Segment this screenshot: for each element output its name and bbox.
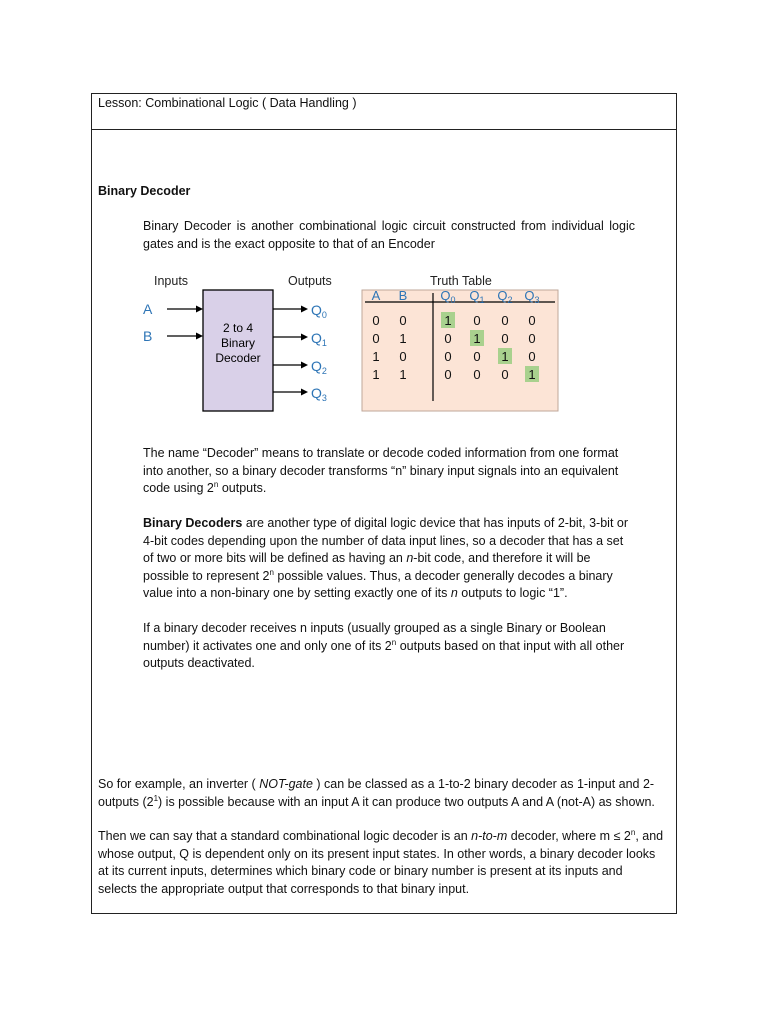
truth-table-cell: 0 — [473, 367, 481, 382]
input-a-label: A — [143, 301, 153, 317]
p3-sup: n — [391, 637, 397, 647]
decoder-label-1: 2 to 4 — [222, 321, 254, 335]
output-q0-arrow — [301, 306, 308, 313]
truth-table-cell: 0 — [501, 367, 509, 382]
p3-line1: If a binary decoder receives n inputs (usually grouped as a single Binary or Boolean — [143, 621, 606, 635]
decoder-label-3: Decoder — [215, 351, 261, 365]
truth-table-cell: 1 — [528, 367, 536, 382]
p4-line1i: NOT-gate — [259, 777, 313, 791]
document-frame — [91, 93, 677, 914]
truth-table-cell: 1 — [473, 331, 481, 346]
p5-line1a: Then we can say that a standard combinational logic decoder is an — [98, 829, 472, 843]
p2-line3b: -bit code, and therefore it will be — [413, 551, 591, 566]
p5-line2: whose output, Q is dependent only on its present input states. In other words, a binary decoder looks — [98, 846, 656, 861]
p5-line4: selects the appropriate output that corresponds to that binary input. — [98, 881, 470, 896]
p1-sup: n — [213, 480, 219, 490]
truth-table-header-q2: $Q_2$ — [497, 288, 513, 305]
p1-line3b: outputs. — [218, 481, 267, 496]
truth-table-header-a: A — [371, 288, 381, 303]
p4-line1a: So for example, an inverter ( — [98, 777, 260, 791]
output-q1-label: $Q_1$ — [311, 330, 327, 348]
p2-bold: Binary Decoders — [143, 516, 243, 530]
p2-sup: n — [269, 567, 274, 577]
n-to-m-paragraph — [98, 828, 668, 898]
p4-line2b: ) is possible because with an input A it can produce two outputs A and A (not-A) as shown. — [158, 794, 655, 809]
p2-line4b: possible values. Thus, a decoder generally decodes a binary — [273, 568, 613, 583]
truth-table-header-q3: $Q_3$ — [524, 288, 540, 305]
truth-table-header-q0: $Q_0$ — [440, 288, 456, 305]
output-q3-arrow — [301, 389, 308, 396]
p2-line1: are another type of digital logic device that has inputs of 2-bit, 3-bit or — [242, 516, 628, 530]
decoder-outputs — [273, 302, 327, 403]
truth-table-cell: 1 — [372, 349, 380, 364]
binary-decoders-paragraph — [143, 515, 635, 603]
truth-table-cell: 0 — [444, 331, 452, 346]
truth-table-cell: 0 — [372, 313, 380, 328]
truth-table-cell: 0 — [372, 331, 380, 346]
p2-line3i: n — [406, 551, 414, 566]
p3-line2a: number) it activates one and only one of its 2 — [143, 638, 392, 653]
truth-table-cell: 0 — [528, 331, 536, 346]
p4-sup: 1 — [153, 793, 159, 803]
truth-table-cell: 1 — [444, 313, 452, 328]
section-title: Binary Decoder — [98, 184, 191, 198]
truth-table-cell: 0 — [444, 367, 452, 382]
p5-line1c: , and — [635, 829, 664, 843]
truth-table-header-b: B — [398, 288, 408, 303]
p5-line3: at its current inputs, determines which binary code or binary number is present at its inputs and — [98, 864, 623, 879]
truth-table-cell: 1 — [501, 349, 509, 364]
lesson-title: Lesson: Combinational Logic ( Data Handling ) — [98, 96, 357, 110]
truth-table-cell: 0 — [399, 349, 407, 364]
truth-table-cell: 0 — [528, 313, 536, 328]
input-a-arrow — [196, 306, 203, 313]
input-b-label: B — [143, 328, 153, 344]
truth-table-label: Truth Table — [430, 274, 492, 288]
truth-table-cell: 0 — [444, 349, 452, 364]
decoder-inputs-paragraph — [143, 620, 635, 673]
output-q2-label: $Q_2$ — [311, 358, 327, 376]
p1-line3a: code using 2 — [143, 481, 214, 496]
decoder-meaning-paragraph — [143, 445, 635, 498]
truth-table-cell: 0 — [473, 313, 481, 328]
truth-table-header-q1: $Q_1$ — [469, 288, 485, 305]
p5-line1i: n-to-m — [471, 829, 508, 843]
p3-line3: outputs deactivated. — [143, 656, 255, 671]
p1-line2: into another, so a binary decoder transforms “n” binary input signals into an equivalent — [143, 463, 619, 478]
p2-line4a: possible to represent 2 — [143, 568, 270, 583]
p2-line5i: n — [450, 586, 458, 601]
p2-line5b: outputs to logic “1”. — [457, 586, 568, 601]
outputs-label: Outputs — [288, 274, 332, 288]
p4-line1b: ) can be classed as a 1-to-2 binary decoder as 1-input and 2- — [312, 777, 655, 791]
output-q0-label: $Q_0$ — [311, 302, 327, 320]
p2-line2: 4-bit codes depending upon the number of data input lines, so a decoder that has a set — [143, 533, 624, 548]
decoder-label-2: Binary — [220, 336, 256, 350]
intro-paragraph: Binary Decoder is another combinational logic circuit constructed from individual logic gates and is the exact opposite to that of an Encoder — [143, 219, 635, 251]
p2-line5a: value into a non-binary one by setting exactly one of its — [143, 586, 451, 601]
truth-table-cell: 1 — [372, 367, 380, 382]
truth-table-cell: 1 — [399, 367, 407, 382]
output-q3-label: $Q_3$ — [311, 385, 327, 403]
p2-line3a: of two or more bits will be defined as having an — [143, 551, 407, 566]
p4-line2a: outputs (2 — [98, 794, 154, 809]
input-b-arrow — [196, 333, 203, 340]
p1-line1: The name “Decoder” means to translate or decode coded information from one format — [143, 446, 619, 460]
truth-table-cell: 0 — [501, 331, 509, 346]
output-q2-arrow — [301, 362, 308, 369]
decoder-figure — [137, 269, 577, 419]
header-row — [92, 94, 676, 130]
p3-line2b: outputs based on that input with all other — [396, 638, 625, 653]
inverter-example-paragraph — [98, 776, 668, 811]
output-q1-arrow — [301, 334, 308, 341]
p5-line1b: decoder, where m ≤ 2 — [507, 829, 631, 843]
truth-table-cell: 0 — [473, 349, 481, 364]
truth-table-cell: 0 — [399, 313, 407, 328]
inputs-label: Inputs — [154, 274, 189, 288]
truth-table-cell: 1 — [399, 331, 407, 346]
p5-sup: n — [630, 827, 636, 837]
truth-table-cell: 0 — [501, 313, 509, 328]
truth-table-cell: 0 — [528, 349, 536, 364]
